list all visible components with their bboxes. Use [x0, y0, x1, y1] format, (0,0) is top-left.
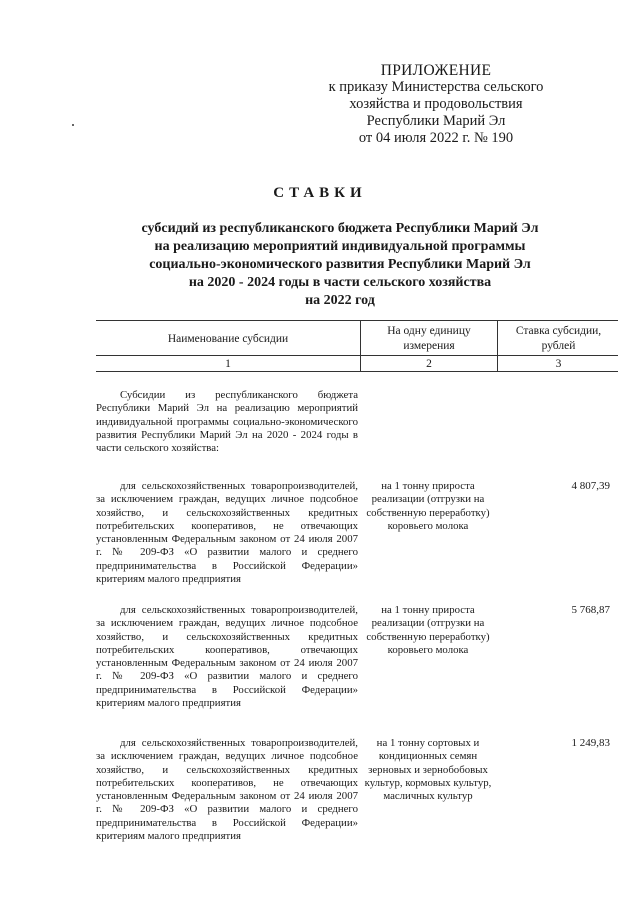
column-number: 3 [555, 358, 562, 370]
table-top-border [96, 320, 618, 321]
row-subsidy-name: для сельскохозяйственных товаропроизводителей, за исключением граждан, ведущих личное подсобное хозяйство, и сельскохозяйственных кредитных потребительских кооперативов, отвечающих установленным Федеральным законом от 24 июля 2007 г. № 209-ФЗ «О развитии малого и среднего предпринимательства в Российской Федерации» критериям малого предприятия [96, 604, 358, 710]
subtitle-line: на 2020 - 2024 годы в части сельского хозяйства [188, 275, 492, 290]
appendix-line: к приказу Министерства сельского [328, 79, 544, 95]
row-subsidy-name: для сельскохозяйственных товаропроизводителей, за исключением граждан, ведущих личное подсобное хозяйство, и сельскохозяйственных кредитных потребительских кооперативов, не отвечающих установленным Федеральным законом от 24 июля 2007 г. № 209-ФЗ «О развитии малого и среднего предпринимательства в Российской Федерации» критериям малого предприятия [96, 737, 358, 843]
row-subsidy-name: для сельскохозяйственных товаропроизводителей, за исключением граждан, ведущих личное подсобное хозяйство, и сельскохозяйственных кредитных потребительских кооперативов, не отвечающих установленным Федеральным законом от 24 июля 2007 г. № 209-ФЗ «О развитии малого и среднего предпринимательства в Российской Федерации» критериям малого предприятия [96, 480, 358, 586]
subtitle-line: на реализацию мероприятий индивидуальной программы [154, 239, 526, 254]
row-unit: на 1 тонну прироста реализации (отгрузки на собственную переработку) коровьего молока [366, 480, 490, 532]
row-rate: 1 249,83 [571, 737, 610, 749]
table-column-divider [360, 320, 361, 371]
appendix-heading: ПРИЛОЖЕНИЕ [380, 62, 492, 79]
table-header-divider [96, 355, 618, 356]
document-subtitle [100, 220, 580, 310]
document-title: СТАВКИ [273, 185, 367, 201]
row-rate: 5 768,87 [571, 604, 610, 616]
subtitle-line: субсидий из республиканского бюджета Республики Марий Эл [141, 221, 539, 236]
table-number-divider [96, 371, 618, 372]
row-unit: на 1 тонну сортовых и кондиционных семян зерновых и зернобобовых культур, кормовых культур, масличных культур [364, 737, 492, 803]
subtitle-line: на 2022 год [305, 293, 375, 308]
row-unit: на 1 тонну прироста реализации (отгрузки на собственную переработку) коровьего молока [366, 604, 490, 656]
appendix-line: от 04 июля 2022 г. № 190 [358, 130, 514, 146]
table-column-divider [497, 320, 498, 371]
scan-speck [72, 124, 74, 126]
header-unit: На одну единицу измерения [387, 325, 471, 352]
appendix-line: Республики Марий Эл [366, 113, 506, 129]
column-number: 1 [225, 358, 231, 370]
row-rate: 4 807,39 [571, 480, 610, 492]
subtitle-line: социально-экономического развития Республики Марий Эл [149, 257, 531, 272]
column-number: 2 [426, 358, 432, 370]
appendix-line: хозяйства и продовольствия [349, 96, 523, 112]
table-intro: Субсидии из республиканского бюджета Республики Марий Эл на реализацию мероприятий индивидуальной программы социально-экономического развития Республики Марий Эл на 2020 - 2024 годы в части сельского хозяйства: [96, 389, 358, 455]
appendix-block [306, 62, 566, 147]
header-subsidy-name: Наименование субсидии [167, 333, 289, 345]
header-rate: Ставка субсидии, рублей [515, 325, 602, 352]
